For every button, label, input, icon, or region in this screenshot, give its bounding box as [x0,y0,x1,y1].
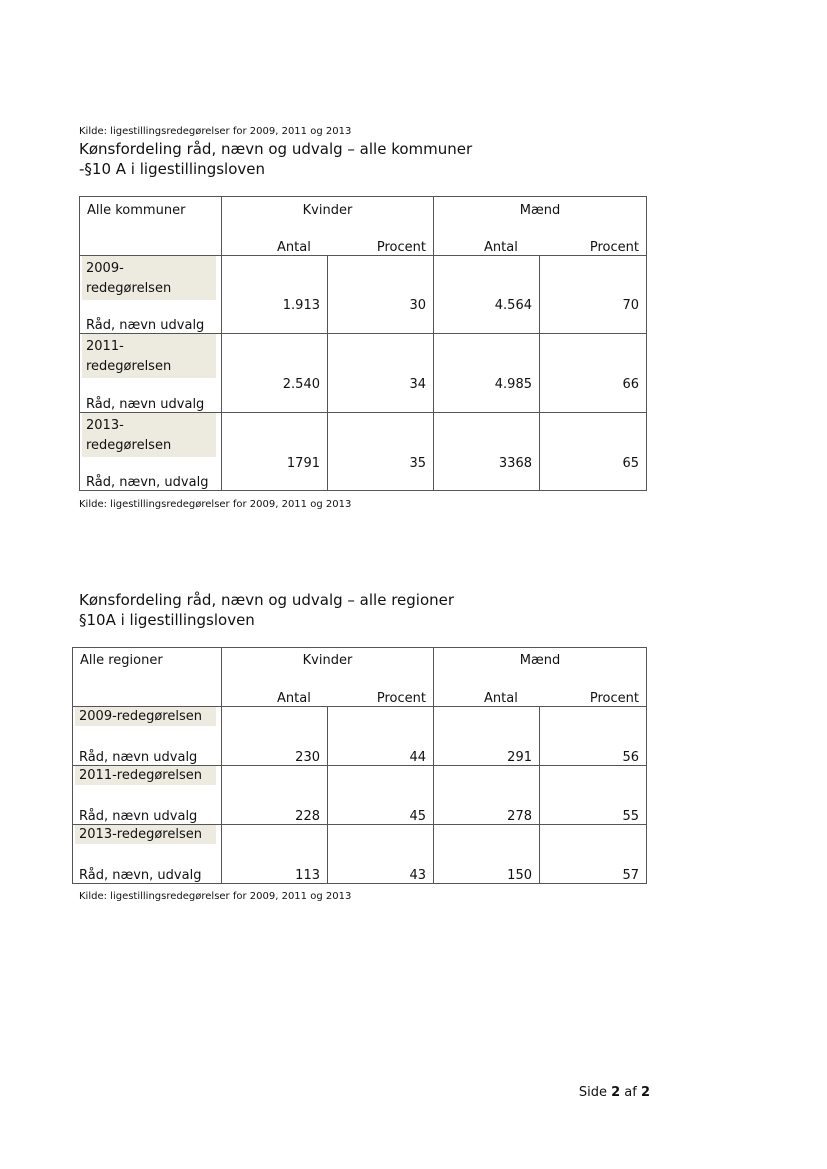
col-antal-label: Antal [277,691,311,706]
kvinder-group-label: Kvinder [302,653,353,668]
kvinder-group-cell [222,648,434,707]
row-label-cell [80,334,222,413]
value-cell [540,256,647,334]
row-year-label: 2013- [86,418,124,433]
value-cell [434,766,540,825]
row-label-cell [73,707,222,766]
value-cell [328,707,434,766]
maend-antal: 3368 [498,456,532,471]
corner-label: Alle regioner [80,653,163,668]
value-cell [434,707,540,766]
maend-group-cell [434,197,647,256]
row-category-label: Råd, nævn, udvalg [79,868,202,883]
maend-antal: 291 [507,750,532,765]
table-row [80,256,647,334]
row-category-label: Råd, nævn, udvalg [86,475,209,490]
row-year-label-cont: redegørelsen [86,281,172,296]
value-cell [328,256,434,334]
value-cell [222,766,328,825]
kvinder-antal: 230 [295,750,320,765]
table-row [80,413,647,491]
kvinder-antal: 113 [295,868,320,883]
col-procent-label: Procent [376,691,426,706]
col-procent-label: Procent [589,691,639,706]
value-cell [222,707,328,766]
table-row [73,766,647,825]
top-source-note: Kilde: ligestillingsredegørelser for 2009, 2011 og 2013 [79,126,352,137]
maend-antal: 278 [507,809,532,824]
section2-title-line2: §10A i ligestillingsloven [79,611,255,629]
maend-group-label: Mænd [519,203,561,218]
maend-procent: 70 [622,298,639,313]
value-cell [540,825,647,884]
row-year-label: 2011-redegørelsen [75,766,216,785]
col-procent-label: Procent [376,240,426,255]
row-category-label: Råd, nævn udvalg [79,809,198,824]
table-row [80,334,647,413]
regioner-table [72,647,647,884]
kvinder-antal: 1791 [286,456,320,471]
section2-title-line1: Kønsfordeling råd, nævn og udvalg – alle regioner [79,591,455,609]
row-year-label-cont: redegørelsen [86,359,172,374]
col-procent-label: Procent [589,240,639,255]
maend-group-label: Mænd [519,653,561,668]
row-year-label: 2009- [86,261,124,276]
row-year-label: 2013-redegørelsen [75,825,216,844]
table-header-row [80,197,647,256]
kvinder-antal: 1.913 [282,298,320,313]
value-cell [434,825,540,884]
value-cell [222,256,328,334]
section1-title-line1: Kønsfordeling råd, nævn og udvalg – alle kommuner [79,140,473,158]
value-cell [328,766,434,825]
maend-procent: 57 [622,868,639,883]
page-mid: af [620,1085,641,1100]
section1-title-line2: -§10 A i ligestillingsloven [79,160,265,178]
value-cell [328,413,434,491]
page-total: 2 [640,1085,650,1100]
value-cell [434,413,540,491]
value-cell [222,413,328,491]
section2-title [79,590,454,630]
maend-procent: 66 [622,377,639,392]
value-cell [540,413,647,491]
section2-source-note: Kilde: ligestillingsredegørelser for 2009, 2011 og 2013 [79,891,352,902]
kvinder-procent: 45 [409,809,426,824]
maend-group-cell [434,648,647,707]
kvinder-antal: 2.540 [282,377,320,392]
row-year-label: 2011- [86,339,124,354]
value-cell [434,256,540,334]
row-year-label-cont: redegørelsen [86,438,172,453]
corner-cell [73,648,222,707]
kvinder-procent: 44 [409,750,426,765]
corner-label: Alle kommuner [87,203,186,218]
maend-antal: 150 [507,868,532,883]
value-cell [540,766,647,825]
maend-procent: 56 [622,750,639,765]
value-cell [328,825,434,884]
corner-cell [80,197,222,256]
section1-source-note: Kilde: ligestillingsredegørelser for 2009, 2011 og 2013 [79,499,352,510]
value-cell [222,825,328,884]
value-cell [328,334,434,413]
maend-antal: 4.564 [494,298,532,313]
page-prefix: Side [578,1085,612,1100]
row-category-label: Råd, nævn udvalg [79,750,198,765]
kvinder-antal: 228 [295,809,320,824]
maend-antal: 4.985 [494,377,532,392]
page-current: 2 [611,1085,621,1100]
kvinder-procent: 35 [409,456,426,471]
kvinder-group-label: Kvinder [302,203,353,218]
page-number-footer [579,1085,650,1100]
value-cell [540,707,647,766]
col-antal-label: Antal [277,240,311,255]
section1-title [79,139,472,179]
maend-procent: 65 [622,456,639,471]
row-year-label: 2009-redegørelsen [75,707,216,726]
row-category-label: Råd, nævn udvalg [86,397,205,412]
row-label-cell [73,766,222,825]
value-cell [540,334,647,413]
row-category-label: Råd, nævn udvalg [86,318,205,333]
maend-procent: 55 [622,809,639,824]
kvinder-procent: 30 [409,298,426,313]
row-label-cell [80,413,222,491]
col-antal-label: Antal [484,691,518,706]
table-row [73,707,647,766]
row-label-cell [80,256,222,334]
row-label-cell [73,825,222,884]
col-antal-label: Antal [484,240,518,255]
value-cell [434,334,540,413]
kvinder-group-cell [222,197,434,256]
kvinder-procent: 34 [409,377,426,392]
kvinder-procent: 43 [409,868,426,883]
table-header-row [73,648,647,707]
kommuner-table [79,196,647,491]
value-cell [222,334,328,413]
table-row [73,825,647,884]
